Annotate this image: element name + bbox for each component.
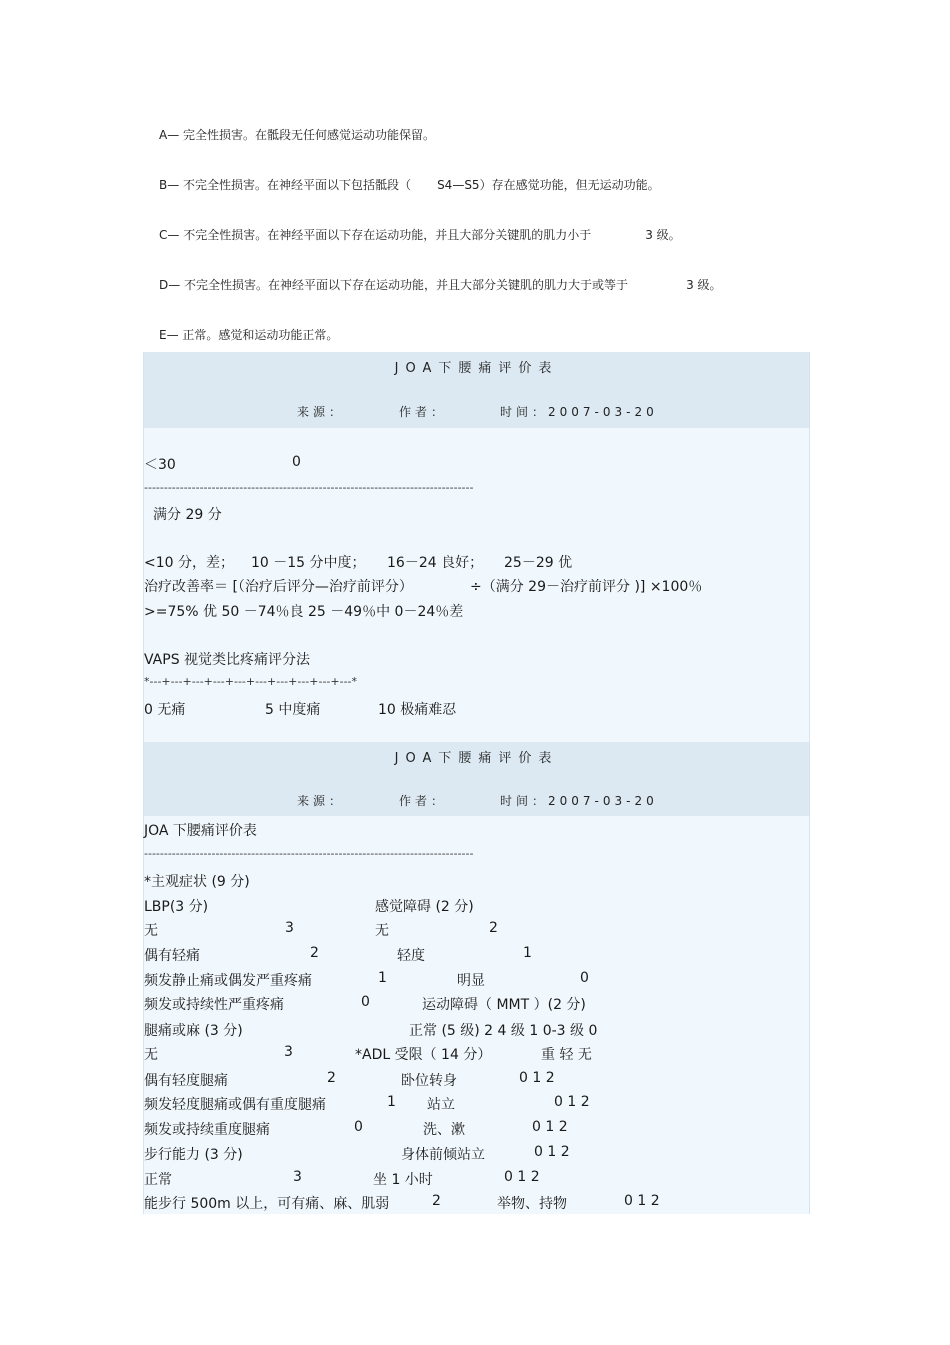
asia-line-a: A— 完全性损害。在骶段无任何感觉运动功能保留。	[159, 128, 436, 142]
row-1-cell-0: 无	[144, 923, 158, 939]
vaps-label-0: 0 无痛	[144, 702, 186, 718]
source-label-2: 来源：	[297, 794, 346, 808]
asia-line-b: B— 不完全性损害。在神经平面以下包括骶段（ S4—S5）存在感觉功能，但无运动功能。	[159, 178, 660, 192]
row-9-cell-2: 洗、漱	[423, 1122, 465, 1138]
vaps-label-5: 5 中度痛	[265, 702, 321, 718]
row-4-cell-0: 频发或持续性严重疼痛	[144, 997, 284, 1013]
grade-excellent: 25－29 优	[504, 555, 573, 571]
row-6-cell-2: *ADL 受限（ 14 分）	[355, 1047, 492, 1063]
row-6-cell-1: 3	[284, 1044, 293, 1060]
page-title: JOA下腰痛评价表	[394, 361, 559, 376]
row-7-cell-3: 0 1 2	[519, 1070, 555, 1086]
row-7-cell-0: 偶有轻度腿痛	[144, 1073, 228, 1089]
row-9-cell-0: 频发或持续重度腿痛	[144, 1122, 270, 1138]
joa-subtitle: JOA 下腰痛评价表	[144, 823, 257, 839]
row-10-cell-0: 步行能力 (3 分)	[144, 1147, 243, 1163]
row-3-cell-0: 频发静止痛或偶发严重疼痛	[144, 973, 312, 989]
row-7-cell-2: 卧位转身	[401, 1073, 457, 1089]
row-11-cell-0: 正常	[144, 1172, 172, 1188]
row-9-cell-3: 0 1 2	[532, 1119, 568, 1135]
row-0-cell-0: LBP(3 分)	[144, 899, 209, 915]
grade-poor: <10 分，差；	[144, 555, 234, 571]
row-0-cell-2: 感觉障碍 (2 分)	[375, 899, 474, 915]
row-12-cell-1: 2	[432, 1193, 441, 1209]
vaps-label-10: 10 极痛难忍	[378, 702, 457, 718]
row-3-cell-1: 1	[378, 970, 387, 986]
row-9-cell-1: 0	[354, 1119, 363, 1135]
row-3-cell-3: 0	[580, 970, 589, 986]
row-1-cell-1: 3	[285, 920, 294, 936]
source-label: 来源：	[297, 405, 346, 419]
rate-formula-divisor: ÷（满分 29－治疗前评分 )] ×100％	[470, 579, 703, 595]
row-6-cell-0: 无	[144, 1047, 158, 1063]
row-4-cell-2: 运动障碍（ MMT ）(2 分)	[422, 997, 586, 1013]
row-8-cell-0: 频发轻度腿痛或偶有重度腿痛	[144, 1097, 326, 1113]
row-12-cell-3: 0 1 2	[624, 1193, 660, 1209]
row-2-cell-1: 2	[310, 945, 319, 961]
header-band-1	[144, 352, 809, 428]
row-1-cell-3: 2	[489, 920, 498, 936]
score-lt30-value: 0	[292, 454, 301, 470]
row-3-cell-2: 明显	[457, 973, 485, 989]
row-7-cell-1: 2	[327, 1070, 336, 1086]
row-10-cell-2: 身体前倾站立	[401, 1147, 485, 1163]
row-6-cell-3: 重 轻 无	[541, 1047, 592, 1063]
row-2-cell-0: 偶有轻痛	[144, 948, 200, 964]
score-lt30: ＜30	[144, 457, 176, 473]
header-band-2	[144, 742, 809, 816]
row-8-cell-1: 1	[387, 1094, 396, 1110]
grade-good: 16－24 良好；	[387, 555, 484, 571]
page-title-repeat: JOA下腰痛评价表	[394, 751, 559, 766]
asia-line-d: D— 不完全性损害。在神经平面以下存在运动功能，并且大部分关键肌的肌力大于或等于 3 级。	[159, 278, 722, 292]
row-11-cell-3: 0 1 2	[504, 1169, 540, 1185]
joa-panel	[143, 352, 810, 1214]
time-label: 时间：2007-03-20	[500, 405, 658, 419]
vaps-scale: *---+---+---+---+---+---+---+---+---+---*	[144, 675, 358, 688]
divider-b: -----------------------------------------------------------------------------------	[144, 847, 474, 860]
grade-moderate: 10 －15 分中度；	[251, 555, 366, 571]
asia-line-c: C— 不完全性损害。在神经平面以下存在运动功能，并且大部分关键肌的肌力小于 3 级。	[159, 228, 681, 242]
row-12-cell-0: 能步行 500m 以上，可有痛、麻、肌弱	[144, 1196, 390, 1212]
row-2-cell-2: 轻度	[397, 948, 425, 964]
row-8-cell-2: 站立	[427, 1097, 455, 1113]
row-5-cell-2: 正常 (5 级) 2 4 级 1 0-3 级 0	[409, 1023, 598, 1039]
divider-a: -----------------------------------------------------------------------------------	[144, 481, 474, 494]
subjective-heading: *主观症状 (9 分)	[144, 874, 250, 890]
time-label-2: 时间：2007-03-20	[500, 794, 658, 808]
row-4-cell-1: 0	[361, 994, 370, 1010]
row-8-cell-3: 0 1 2	[554, 1094, 590, 1110]
asia-line-e: E— 正常。感觉和运动功能正常。	[159, 328, 339, 342]
row-5-cell-0: 腿痛或麻 (3 分)	[144, 1023, 243, 1039]
rate-formula: 治疗改善率＝ [（治疗后评分—治疗前评分）	[144, 579, 413, 595]
row-12-cell-2: 举物、持物	[497, 1196, 567, 1212]
row-10-cell-3: 0 1 2	[534, 1144, 570, 1160]
vaps-title: VAPS 视觉类比疼痛评分法	[144, 652, 311, 668]
rate-grades: >=75% 优 50 －74％良 25 －49％中 0－24％差	[144, 604, 464, 620]
row-2-cell-3: 1	[523, 945, 532, 961]
full-score: 满分 29 分	[153, 507, 222, 523]
row-11-cell-1: 3	[293, 1169, 302, 1185]
row-11-cell-2: 坐 1 小时	[373, 1172, 433, 1188]
row-1-cell-2: 无	[375, 923, 389, 939]
author-label: 作者：	[399, 405, 448, 419]
author-label-2: 作者：	[399, 794, 448, 808]
